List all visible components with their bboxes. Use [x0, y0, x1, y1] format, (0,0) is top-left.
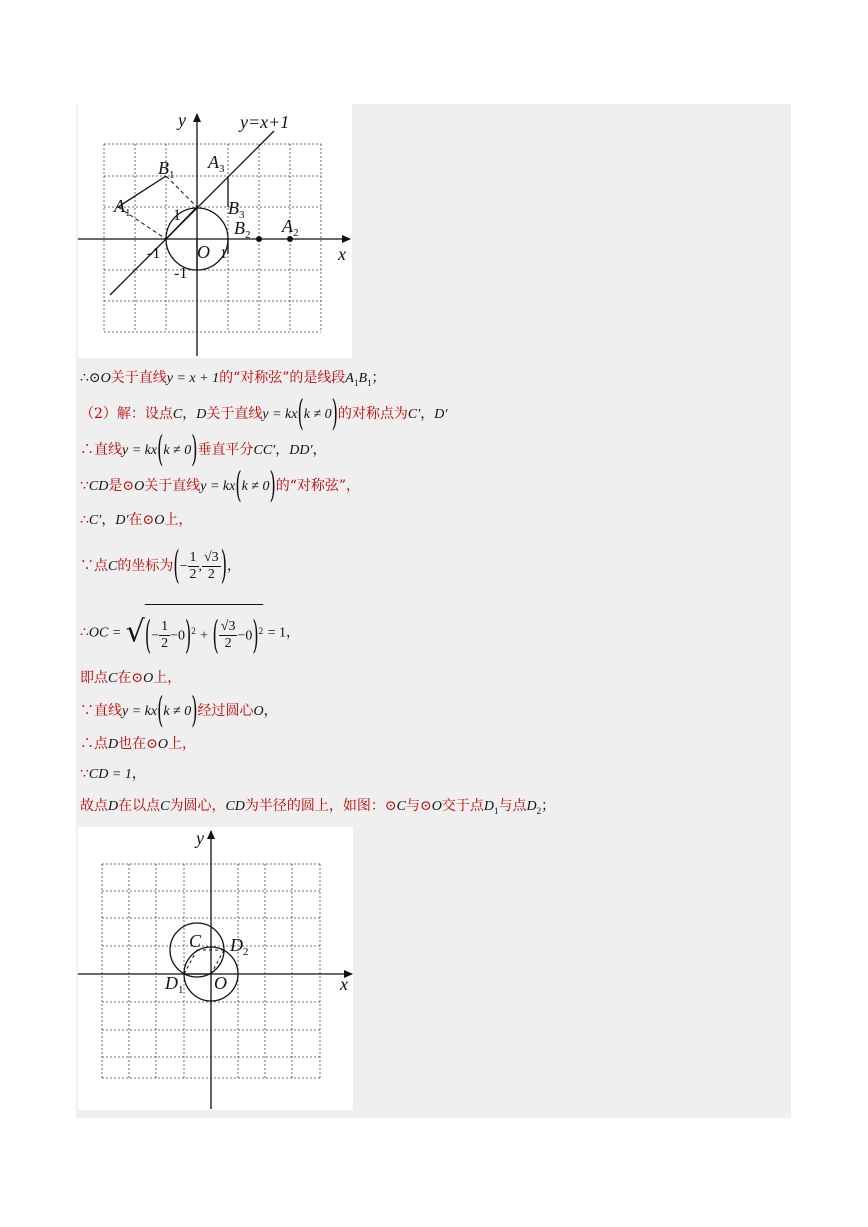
label-O: O	[197, 242, 210, 262]
figure-two-circles	[78, 827, 353, 1110]
coordinate-plot-1	[78, 104, 352, 358]
label-B3: $B_3$	[228, 198, 245, 221]
label-A3: $A_3$	[208, 152, 225, 175]
text-line-4: ∵CD是⊙O关于直线y = kx(k ≠ 0)的“对称弦”，	[80, 464, 361, 506]
point-1	[256, 236, 262, 242]
coordinate-plot-2	[78, 827, 353, 1110]
axis-label-y: y	[178, 110, 186, 130]
segment-A1B1	[118, 176, 166, 207]
axis-label-x-2: x	[340, 974, 348, 994]
figure-symmetric-chord	[78, 104, 352, 358]
text-line-6: ∵点C的坐标为(− $\frac{1}{2}$ , $\frac{√3}{2}$ )，	[80, 542, 241, 588]
label-A1: $A_1$	[114, 196, 131, 219]
text-line-12: 故点D在以点C为圆心，CD为半径的圆上，如图：⊙C与⊙O交于点$D_1$与点$D_2$；	[80, 798, 556, 816]
label-A2: $A_2$	[282, 216, 299, 239]
line-label: y=x+1	[240, 112, 290, 132]
label-B1: $B_1$	[158, 158, 175, 181]
label-C: C	[189, 931, 202, 951]
text-line-5: ∴C′，D′在⊙O上，	[80, 512, 193, 528]
text-line-7: ∴OC = √(− $\frac{1}{2}$ −0)$^2$ + ( $\frac{√3}{2}$ −0)$^2$ = 1，	[80, 604, 300, 661]
dashed-triangle	[184, 950, 224, 974]
label-B2: $B_2$	[234, 218, 251, 241]
text-line-10: ∴点D也在⊙O上，	[80, 736, 196, 752]
axis-label-y-2: y	[196, 828, 204, 848]
text-line-11: ∵CD = 1，	[80, 766, 146, 782]
text-line-9: ∵直线y = kx(k ≠ 0)经过圆心O，	[80, 689, 278, 731]
label-neg-one-x: -1	[147, 245, 161, 262]
text-line-8: 即点C在⊙O上，	[80, 670, 182, 686]
label-neg-one-y: -1	[174, 265, 188, 282]
text-line-2: （2）解：设点C，D关于直线y = kx(k ≠ 0)的对称点为C′，D′	[80, 392, 448, 434]
label-D2: $D_2$	[230, 935, 249, 958]
label-O-2: O	[214, 973, 227, 993]
sqrt-expression: √(− $\frac{1}{2}$ −0)$^2$ + ( $\frac{√3}{2}$ −0)$^2$	[126, 604, 263, 661]
text-line-1: ∴⊙O关于直线y = x + 1的“对称弦”的是线段$A_1B_1$；	[80, 370, 386, 388]
text-line-3: ∴直线y = kx(k ≠ 0)垂直平分CC′，DD′，	[80, 428, 327, 470]
axis-label-x: x	[338, 244, 346, 264]
label-one-x: 1	[220, 247, 227, 262]
label-one-y: 1	[173, 207, 181, 224]
label-D1: $D_1$	[165, 973, 184, 996]
